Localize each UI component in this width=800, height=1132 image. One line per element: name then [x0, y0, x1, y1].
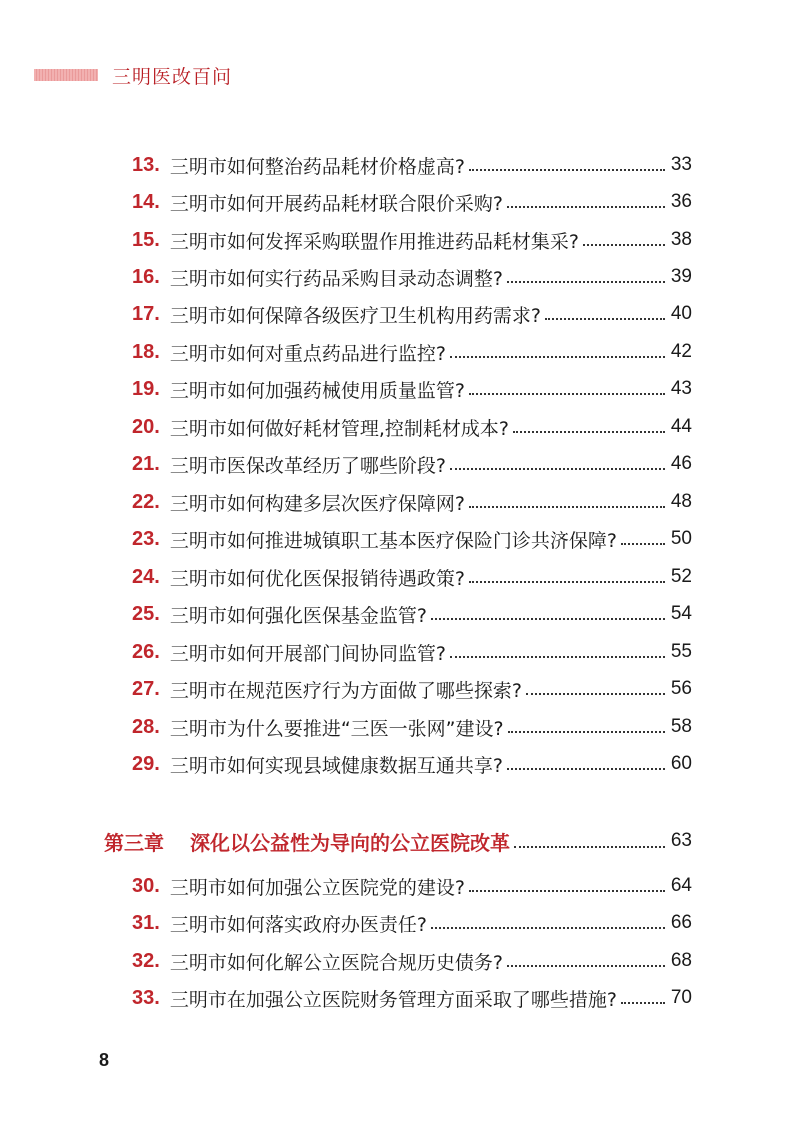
toc-entry-32[interactable]: [132, 946, 692, 976]
dot-leader: [621, 1002, 665, 1004]
toc-entry-14[interactable]: [132, 187, 692, 217]
entry-number: 16.: [132, 265, 160, 288]
entry-title: 三明市如何实行药品采购目录动态调整?: [169, 267, 503, 290]
entry-title: 三明市如何落实政府办医责任?: [169, 913, 427, 936]
entry-number: 13.: [132, 153, 160, 176]
entry-title: 三明市在规范医疗行为方面做了哪些探索?: [169, 679, 522, 702]
dot-leader: [545, 318, 665, 320]
toc-entry-33[interactable]: [132, 983, 692, 1013]
entry-page: 52: [670, 566, 692, 587]
toc-entry-21[interactable]: [132, 449, 692, 479]
entry-title: 三明市如何强化医保基金监管?: [169, 604, 427, 627]
dot-leader: [450, 656, 665, 658]
entry-number: 21.: [132, 452, 160, 475]
entry-title: 三明市如何开展部门间协同监管?: [169, 642, 446, 665]
entry-title: 三明市如何优化医保报销待遇政策?: [169, 567, 465, 590]
entry-number: 18.: [132, 340, 160, 363]
entry-number: 25.: [132, 602, 160, 625]
entry-number: 29.: [132, 752, 160, 775]
dot-leader: [507, 965, 665, 967]
dot-leader: [431, 618, 665, 620]
chapter-title: 深化以公益性为导向的公立医院改革: [190, 830, 510, 855]
toc-entry-15[interactable]: [132, 225, 692, 255]
entry-number: 32.: [132, 949, 160, 972]
dot-leader: [526, 693, 665, 695]
dot-leader: [507, 206, 665, 208]
entry-number: 19.: [132, 377, 160, 400]
dot-leader: [621, 543, 665, 545]
dot-leader: [469, 169, 665, 171]
toc-entry-13[interactable]: [132, 150, 692, 180]
entry-number: 17.: [132, 302, 160, 325]
toc-entry-17[interactable]: [132, 299, 692, 329]
dot-leader: [507, 768, 665, 770]
chapter-number: 第三章: [104, 830, 164, 855]
entry-page: 58: [670, 716, 692, 737]
dot-leader: [450, 468, 665, 470]
entry-page: 68: [670, 950, 692, 971]
entry-number: 24.: [132, 565, 160, 588]
entry-number: 15.: [132, 228, 160, 251]
entry-number: 26.: [132, 640, 160, 663]
dot-leader: [514, 846, 665, 848]
entry-page: 54: [670, 603, 692, 624]
entry-number: 33.: [132, 986, 160, 1009]
dot-leader: [431, 927, 665, 929]
entry-title: 三明市如何推进城镇职工基本医疗保险门诊共济保障?: [169, 529, 617, 552]
toc-entry-19[interactable]: [132, 374, 692, 404]
entry-title: 三明市如何整治药品耗材价格虚高?: [169, 155, 465, 178]
entry-page: 38: [670, 229, 692, 250]
toc-entry-16[interactable]: [132, 262, 692, 292]
toc-entry-22[interactable]: [132, 487, 692, 517]
toc-entry-23[interactable]: [132, 524, 692, 554]
dot-leader: [469, 581, 665, 583]
toc-entry-30[interactable]: [132, 871, 692, 901]
entry-title: 三明市如何保障各级医疗卫生机构用药需求?: [169, 304, 541, 327]
entry-title: 三明市如何开展药品耗材联合限价采购?: [169, 192, 503, 215]
chapter-page: 63: [670, 830, 692, 851]
dot-leader: [469, 890, 665, 892]
entry-page: 70: [670, 987, 692, 1008]
toc-entry-20[interactable]: [132, 412, 692, 442]
toc-entry-26[interactable]: [132, 637, 692, 667]
entry-page: 55: [670, 641, 692, 662]
toc-entry-27[interactable]: [132, 674, 692, 704]
entry-page: 48: [670, 491, 692, 512]
entry-title: 三明市如何做好耗材管理,控制耗材成本?: [169, 417, 509, 440]
entry-page: 43: [670, 378, 692, 399]
entry-title: 三明市在加强公立医院财务管理方面采取了哪些措施?: [169, 988, 617, 1011]
entry-page: 56: [670, 678, 692, 699]
dot-leader: [450, 356, 665, 358]
dot-leader: [513, 431, 665, 433]
entry-page: 50: [670, 528, 692, 549]
entry-page: 46: [670, 453, 692, 474]
entry-title: 三明市如何化解公立医院合规历史债务?: [169, 951, 503, 974]
page-number: 8: [99, 1050, 110, 1070]
entry-number: 31.: [132, 911, 160, 934]
entry-page: 39: [670, 266, 692, 287]
dot-leader: [507, 281, 665, 283]
entry-number: 23.: [132, 527, 160, 550]
entry-page: 36: [670, 191, 692, 212]
entry-page: 64: [670, 875, 692, 896]
entry-page: 66: [670, 912, 692, 933]
book-title: 三明医改百问: [112, 65, 233, 88]
entry-number: 22.: [132, 490, 160, 513]
toc-entry-28[interactable]: [132, 712, 692, 742]
dot-leader: [508, 731, 665, 733]
entry-title: 三明市如何发挥采购联盟作用推进药品耗材集采?: [169, 230, 579, 253]
toc-entry-29[interactable]: [132, 749, 692, 779]
entry-page: 44: [670, 416, 692, 437]
dot-leader: [583, 244, 665, 246]
toc-entry-24[interactable]: [132, 562, 692, 592]
toc-entry-25[interactable]: [132, 599, 692, 629]
entry-title: 三明市如何实现县域健康数据互通共享?: [169, 754, 503, 777]
entry-number: 20.: [132, 415, 160, 438]
entry-page: 40: [670, 303, 692, 324]
entry-page: 42: [670, 341, 692, 362]
dot-leader: [469, 393, 665, 395]
entry-page: 60: [670, 753, 692, 774]
dot-leader: [469, 506, 665, 508]
entry-title: 三明市医保改革经历了哪些阶段?: [169, 454, 446, 477]
entry-number: 30.: [132, 874, 160, 897]
entry-title: 三明市如何加强公立医院党的建设?: [169, 876, 465, 899]
entry-title: 三明市如何构建多层次医疗保障网?: [169, 492, 465, 515]
entry-number: 28.: [132, 715, 160, 738]
entry-number: 27.: [132, 677, 160, 700]
entry-page: 33: [670, 154, 692, 175]
chapter-heading[interactable]: [104, 824, 692, 858]
toc-entry-31[interactable]: [132, 908, 692, 938]
entry-title: 三明市为什么要推进“三医一张网”建设?: [169, 717, 504, 740]
toc-entry-18[interactable]: [132, 337, 692, 367]
entry-title: 三明市如何对重点药品进行监控?: [169, 342, 446, 365]
entry-number: 14.: [132, 190, 160, 213]
entry-title: 三明市如何加强药械使用质量监管?: [169, 379, 465, 402]
